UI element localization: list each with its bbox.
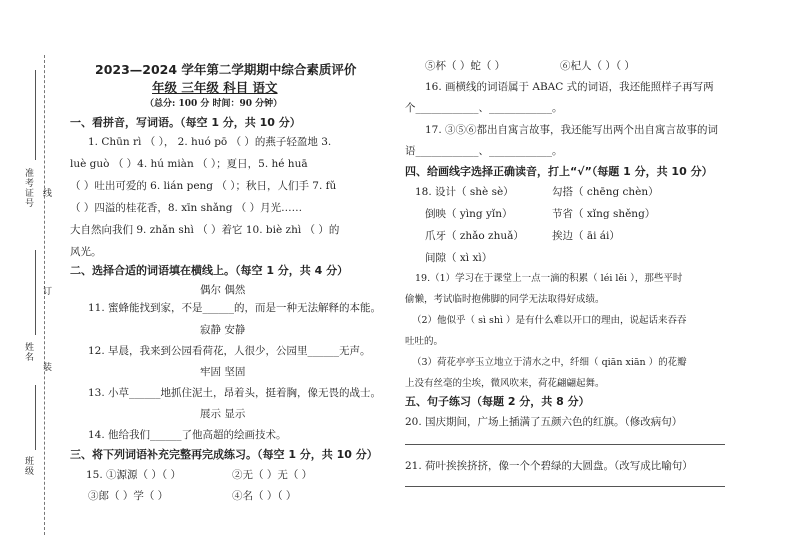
section-2-title: 二、选择合适的词语填在横线上。（每空 1 分，共 4 分）: [70, 264, 349, 277]
section-1-title: 一、看拼音，写词语。（每空 1 分，共 10 分）: [70, 116, 301, 129]
name-blank: [35, 250, 36, 335]
exam-number-blank: [35, 70, 36, 160]
seal-line-char: 线: [41, 188, 51, 198]
exam-meta: （总分: 100 分 时间：90 分钟）: [145, 99, 283, 109]
q19-text-6: 上没有丝毫的尘埃，微风吹来，荷花翩翩起舞。: [405, 378, 605, 389]
q1-line-6: 风光。: [70, 246, 102, 258]
q1-line-2: luè guò （ ）4. hú miàn （ ）；夏日，5. hé huā: [70, 158, 308, 170]
seal-zhuang-char: 装: [41, 362, 51, 372]
q18-item-1: 18. 设计（ shè sè）: [415, 186, 514, 198]
q19-text-2: 偷懒，考试临时抱佛脚的同学无法取得好成绩。: [405, 294, 605, 305]
q13-options: 牢固 坚固: [200, 366, 246, 378]
q13-text: 13. 小草______地抓住泥土，昂着头，挺着胸，像无畏的战士。: [88, 387, 382, 399]
section-3-title: 三、将下列词语补充完整再完成练习。（每空 1 分，共 10 分）: [70, 448, 378, 461]
q15-item-1: 15. ①源源（ ）（ ）: [86, 469, 181, 481]
class-label: 班级: [23, 456, 33, 476]
q18-item-4: 节省（ xǐng shěng）: [552, 208, 656, 220]
q12-text: 12. 早晨，我来到公园看荷花，人很少，公园里______无声。: [88, 345, 371, 357]
q20-text: 20. 国庆期间，广场上插满了五颜六色的红旗。（修改病句）: [405, 416, 683, 428]
q19-text-1: 19.（1）学习在于课堂上一点一滴的积累（ léi lěi ），那些平时: [415, 273, 683, 284]
section-5-title: 五、句子练习（每题 2 分，共 8 分）: [405, 395, 590, 408]
q18-item-5: 爪牙（ zhǎo zhuǎ）: [425, 230, 524, 242]
q11-text: 11. 蜜蜂能找到家，不是______的，而是一种无法解释的本能。: [88, 302, 382, 314]
q1-line-5: 大自然向我们 9. zhǎn shì （ ）着它 10. biè zhì （ ）的: [70, 224, 340, 236]
q19-text-4: 吐吐的。: [405, 336, 444, 347]
q18-item-3: 倒映（ yìng yǐn）: [425, 208, 513, 220]
seal-ding-char: 订: [41, 286, 51, 296]
q21-text: 21. 荷叶挨挨挤挤，像一个个碧绿的大圆盘。（改写成比喻句）: [405, 460, 693, 472]
q14-text: 14. 他给我们______了他高超的绘画技术。: [88, 429, 287, 441]
q17-text-2: 语____________、____________。: [405, 145, 563, 157]
q16-text-2: 个____________、____________。: [405, 102, 563, 114]
q1-line-1: 1. Chūn rì （ ）， 2. huó pō （ ）的燕子轻盈地 3.: [88, 136, 332, 148]
exam-number-label: 准考证号: [23, 168, 33, 208]
q15-item-3: ③郎（ ）学（ ）: [88, 490, 169, 502]
q1-line-4: （ ）四溢的桂花香，8. xīn shǎng （ ）月光……: [70, 202, 303, 214]
grade-subject-line: 年级 三年级 科目 语文: [152, 80, 278, 95]
q19-text-3: （2）他似乎（ sì shì ）是有什么难以开口的理由，说起话来吞吞: [412, 315, 687, 326]
section-4-title: 四、给画线字选择正确读音，打上“√”（每题 1 分，共 10 分）: [405, 165, 713, 178]
q11-options: 偶尔 偶然: [200, 284, 246, 296]
q20-answer-line[interactable]: [405, 444, 725, 445]
class-blank: [35, 385, 36, 450]
q15-item-5: ⑤杯（ ）蛇（ ）: [425, 60, 506, 72]
q21-answer-line[interactable]: [405, 486, 725, 487]
q15-item-6: ⑥杞人（ ）（ ）: [560, 60, 635, 72]
q18-item-2: 勾搭（ chēng chèn）: [552, 186, 659, 198]
q17-text-1: 17. ③⑤⑥都出自寓言故事，我还能写出两个出自寓言故事的词: [425, 124, 719, 136]
q14-options: 展示 显示: [200, 408, 246, 420]
q12-options: 寂静 安静: [200, 324, 246, 336]
q1-line-3: （ ）吐出可爱的 6. lián peng （ ）；秋日，人们手 7. fǔ: [70, 180, 337, 192]
q15-item-2: ②无（ ）无（ ）: [232, 469, 313, 481]
q18-item-6: 挨边（ āi ái）: [552, 230, 620, 242]
q19-text-5: （3）荷花亭亭玉立地立于清水之中，纤细（ qiān xiān ）的花瓣: [412, 357, 687, 368]
q18-item-7: 间隙（ xì xì）: [425, 252, 493, 264]
name-label: 姓名: [23, 342, 33, 362]
q15-item-4: ④名（ ）（ ）: [232, 490, 297, 502]
exam-title: 2023—2024 学年第二学期期中综合素质评价: [95, 62, 357, 77]
q16-text-1: 16. 画横线的词语属于 ABAC 式的词语，我还能照样子再写两: [425, 81, 714, 93]
